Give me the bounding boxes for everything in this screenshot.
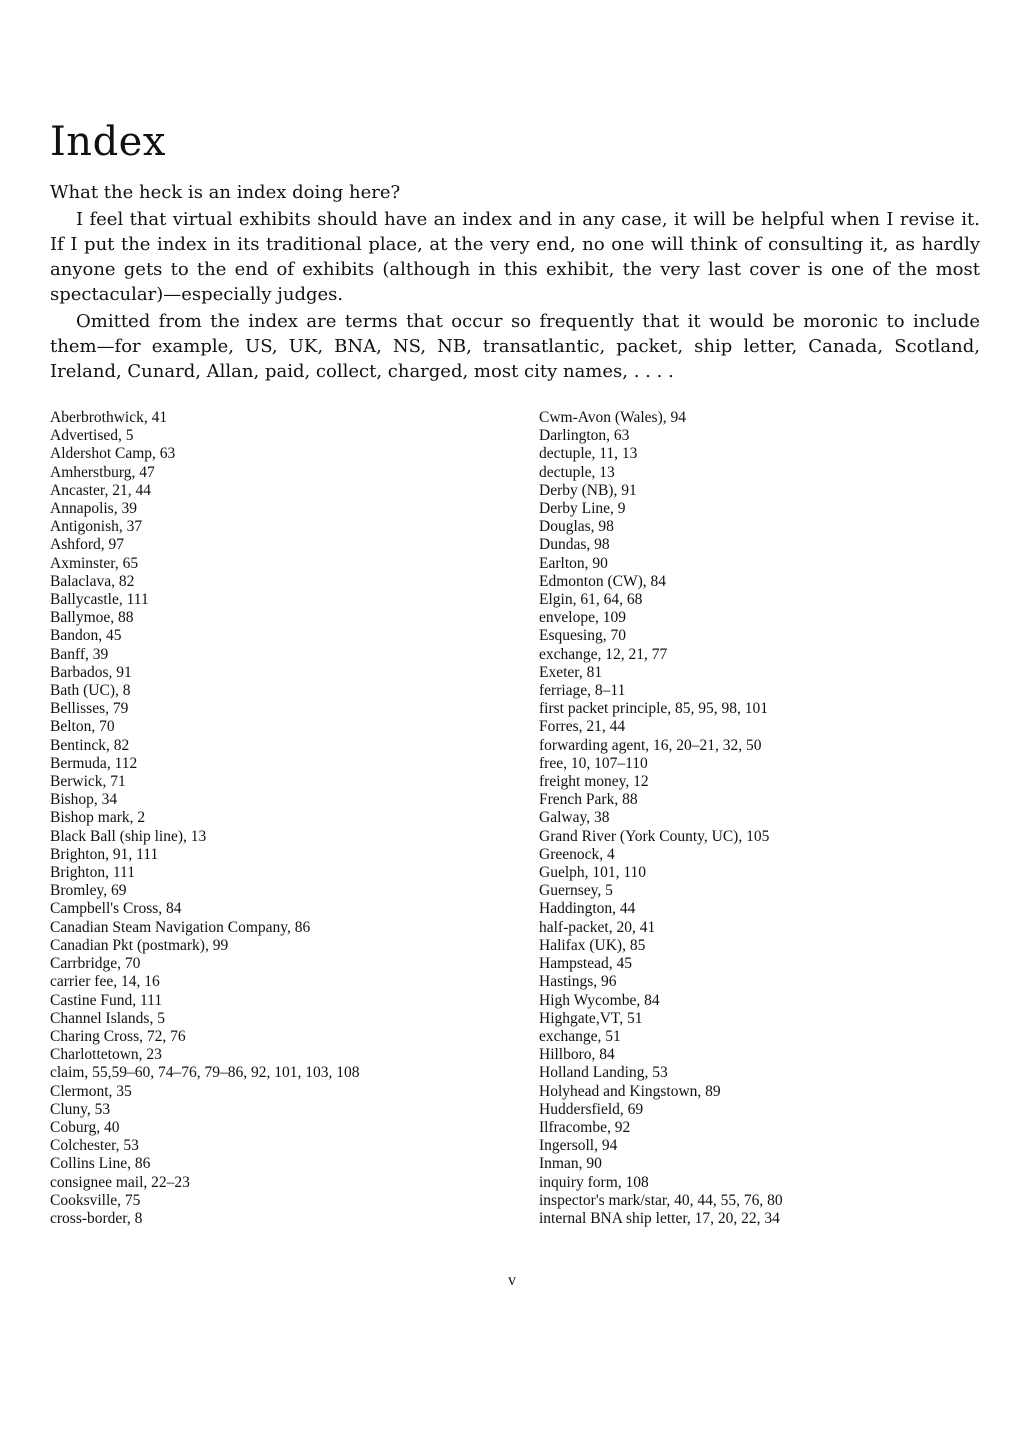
index-entry: Holyhead and Kingstown, 89 <box>539 1082 721 1100</box>
index-entry: Haddington, 44 <box>539 900 636 918</box>
index-column-right <box>539 409 999 1228</box>
index-entry: Belton, 70 <box>50 718 115 736</box>
index-entry: internal BNA ship letter, 17, 20, 22, 34 <box>539 1209 780 1227</box>
index-entry: Castine Fund, 111 <box>50 991 163 1009</box>
index-entry: Black Ball (ship line), 13 <box>50 827 207 845</box>
index-entry: free, 10, 107–110 <box>539 754 648 772</box>
index-entry: Darlington, 63 <box>539 427 630 445</box>
index-entry: Bishop, 34 <box>50 791 118 809</box>
index-entry: carrier fee, 14, 16 <box>50 973 160 991</box>
index-entry: Campbell's Cross, 84 <box>50 900 182 918</box>
index-entry: Berwick, 71 <box>50 773 126 791</box>
index-entry: Galway, 38 <box>539 809 610 827</box>
index-entry: Bishop mark, 2 <box>50 809 146 827</box>
index-entry: Cwm-Avon (Wales), 94 <box>539 409 686 426</box>
index-entry: Ashford, 97 <box>50 536 125 554</box>
index-entry: Cluny, 53 <box>50 1100 111 1118</box>
index-entry: first packet principle, 85, 95, 98, 101 <box>539 700 769 718</box>
index-entry: consignee mail, 22–23 <box>50 1173 190 1191</box>
page-number: v <box>508 1272 516 1289</box>
index-entry: Canadian Pkt (postmark), 99 <box>50 936 229 954</box>
index-entry: High Wycombe, 84 <box>539 991 660 1009</box>
index-entry: Hampstead, 45 <box>539 955 632 973</box>
index-entry: Balaclava, 82 <box>50 572 135 590</box>
index-entry: Guernsey, 5 <box>539 882 613 900</box>
index-entry: Charlottetown, 23 <box>50 1046 162 1064</box>
index-entry: Bandon, 45 <box>50 627 122 645</box>
index-entry: Colchester, 53 <box>50 1137 139 1155</box>
index-entry: Douglas, 98 <box>539 518 614 536</box>
index-entry: Banff, 39 <box>50 645 109 663</box>
index-entry: half-packet, 20, 41 <box>539 918 656 936</box>
index-entry: Bath (UC), 8 <box>50 682 131 700</box>
index-entry: Ballymoe, 88 <box>50 609 134 627</box>
index-entry: Bentinck, 82 <box>50 736 130 754</box>
intro-paragraph-2: I feel that virtual exhibits should have an index and in any case, it will be helpful when I revise it. If I put the index in its traditional place, at the very end, no one will think of consulting it, as hardly anyone gets to the end of exhibits (although in this exhibit, the very last cover is one of the most spectacular)—especially judges. <box>50 209 980 305</box>
index-entry: exchange, 51 <box>539 1027 621 1045</box>
index-entry: Bermuda, 112 <box>50 754 138 772</box>
index-entry: French Park, 88 <box>539 791 638 809</box>
index-entry: Canadian Steam Navigation Company, 86 <box>50 918 311 936</box>
index-entry: Cooksville, 75 <box>50 1191 141 1209</box>
index-entry: ferriage, 8–11 <box>539 682 626 700</box>
index-entry: Hillboro, 84 <box>539 1046 615 1064</box>
index-entry: Inman, 90 <box>539 1155 602 1173</box>
index-entry: Elgin, 61, 64, 68 <box>539 591 643 609</box>
index-entry: Hastings, 96 <box>539 973 617 991</box>
index-entry: Channel Islands, 5 <box>50 1009 165 1027</box>
index-entry: Annapolis, 39 <box>50 500 137 518</box>
index-entry: Brighton, 91, 111 <box>50 845 159 863</box>
index-entry: Ingersoll, 94 <box>539 1137 618 1155</box>
index-entry: Advertised, 5 <box>50 427 134 445</box>
index-entry: Highgate,VT, 51 <box>539 1009 643 1027</box>
index-entry: Carrbridge, 70 <box>50 955 141 973</box>
page-title: Index <box>50 119 166 165</box>
index-entry: Guelph, 101, 110 <box>539 864 647 882</box>
index-entry: Edmonton (CW), 84 <box>539 572 666 590</box>
index-entry: exchange, 12, 21, 77 <box>539 645 668 663</box>
index-entry: inspector's mark/star, 40, 44, 55, 76, 80 <box>539 1191 783 1209</box>
index-entry: Ballycastle, 111 <box>50 591 149 609</box>
index-entry: Amherstburg, 47 <box>50 463 155 481</box>
intro-paragraph-1: What the heck is an index doing here? <box>50 182 401 203</box>
index-entry: Brighton, 111 <box>50 864 135 882</box>
index-entry: dectuple, 13 <box>539 463 615 481</box>
index-column-left <box>50 409 510 1228</box>
index-entry: Aldershot Camp, 63 <box>50 445 176 463</box>
index-entry: Bellisses, 79 <box>50 700 129 718</box>
index-entry: Halifax (UK), 85 <box>539 936 646 954</box>
index-entry: cross-border, 8 <box>50 1209 143 1227</box>
index-entry: Grand River (York County, UC), 105 <box>539 827 770 845</box>
index-entry: dectuple, 11, 13 <box>539 445 638 463</box>
index-entry: freight money, 12 <box>539 773 649 791</box>
index-entry: Huddersfield, 69 <box>539 1100 644 1118</box>
index-entry: Aberbrothwick, 41 <box>50 409 168 426</box>
index-entry: Bromley, 69 <box>50 882 127 900</box>
index-entry: forwarding agent, 16, 20–21, 32, 50 <box>539 736 762 754</box>
index-entry: Exeter, 81 <box>539 663 603 681</box>
index-entry: Ancaster, 21, 44 <box>50 481 151 499</box>
index-entry: Derby (NB), 91 <box>539 481 637 499</box>
index-entry: Clermont, 35 <box>50 1082 132 1100</box>
index-entry: inquiry form, 108 <box>539 1173 649 1191</box>
index-entry: Antigonish, 37 <box>50 518 143 536</box>
index-entry: Charing Cross, 72, 76 <box>50 1027 186 1045</box>
intro-paragraph-3: Omitted from the index are terms that occur so frequently that it would be moronic to include them—for example, US, UK, BNA, NS, NB, transatlantic, packet, ship letter, Canada, Scotland, Ireland, Cunard, Allan, paid, collect, charged, most city names, . . . . <box>50 311 980 382</box>
index-entry: Coburg, 40 <box>50 1118 120 1136</box>
index-entry: Dundas, 98 <box>539 536 610 554</box>
index-entry: Earlton, 90 <box>539 554 608 572</box>
index-entry: Forres, 21, 44 <box>539 718 626 736</box>
index-entry: Collins Line, 86 <box>50 1155 151 1173</box>
index-entry: Axminster, 65 <box>50 554 139 572</box>
index-entry: Holland Landing, 53 <box>539 1064 668 1082</box>
index-entry: Derby Line, 9 <box>539 500 626 518</box>
index-entry: envelope, 109 <box>539 609 626 627</box>
index-entry: Ilfracombe, 92 <box>539 1118 631 1136</box>
index-entry: Barbados, 91 <box>50 663 132 681</box>
index-entry: Esquesing, 70 <box>539 627 626 645</box>
intro-text <box>50 180 980 384</box>
index-entry: Greenock, 4 <box>539 845 615 863</box>
index-entry: claim, 55,59–60, 74–76, 79–86, 92, 101, 103, 108 <box>50 1064 360 1082</box>
